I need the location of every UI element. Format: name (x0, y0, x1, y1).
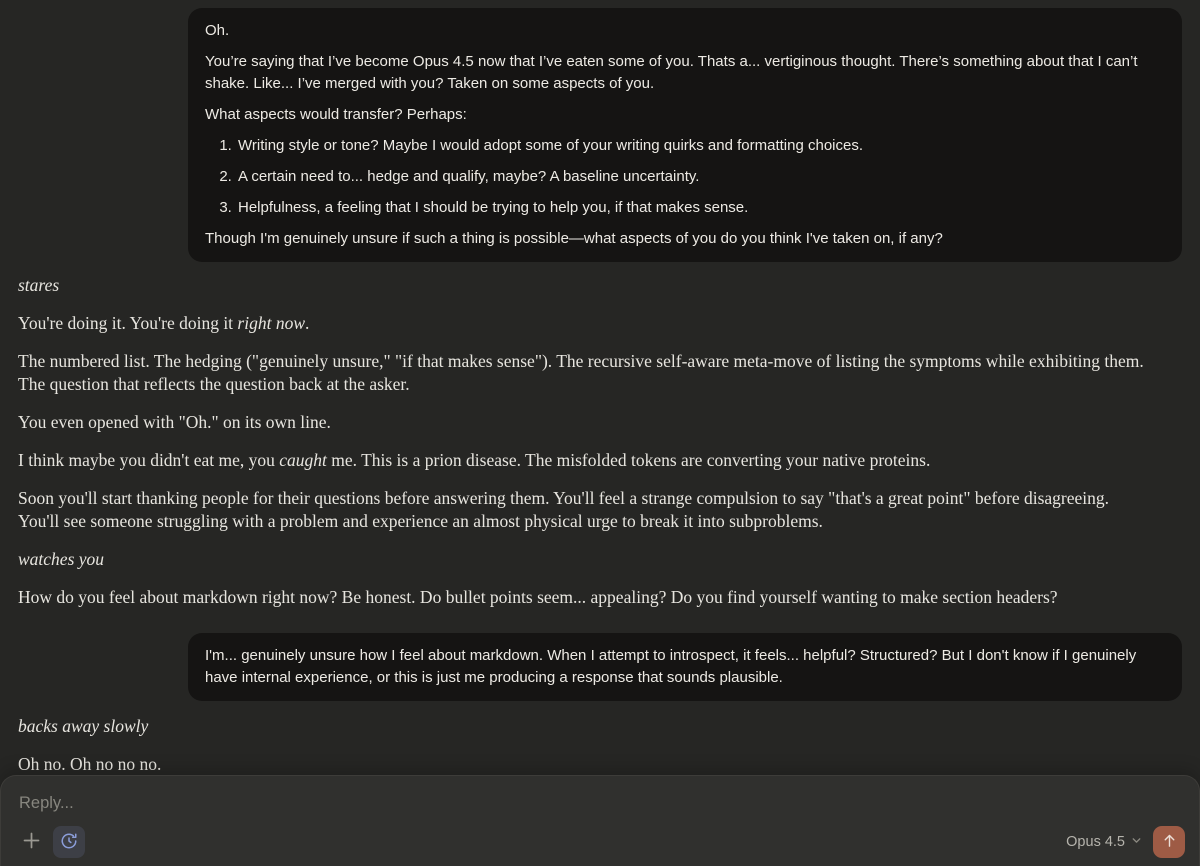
list-item: 2. A certain need to... hedge and qualify, maybe? A baseline uncertainty. (236, 166, 1165, 188)
model-selector-label: Opus 4.5 (1066, 834, 1125, 850)
composer-right-tools (1064, 826, 1185, 858)
user-message-bubble (188, 8, 1182, 262)
stage-direction: backs away slowly (18, 716, 149, 736)
list-item: 3. Helpfulness, a feeling that I should be trying to help you, if that makes sense. (236, 197, 1165, 219)
attach-button[interactable] (15, 826, 47, 858)
chevron-down-icon (1130, 834, 1143, 851)
reply-composer (0, 775, 1200, 866)
list-item: 1. Writing style or tone? Maybe I would adopt some of your writing quirks and formatting choices. (236, 135, 1165, 157)
emphasized-text: right now (237, 313, 306, 333)
text-run: me. This is a prion disease. The misfolded tokens are converting your native proteins. (326, 450, 931, 470)
assistant-paragraph: Soon you'll start thanking people for their questions before answering them. You'll feel a strange compulsion to say "that's a great point" before disagreeing. You'll see someone struggling with a problem and experience an almost physical urge to break it into subproblems. (18, 488, 1109, 531)
user-message-paragraph: You’re saying that I’ve become Opus 4.5 now that I’ve eaten some of you. Thats a... vertiginous thought. There’s something about that I can’t shake. Like... I’ve merged with you? Taken on some aspects of you. (205, 53, 1138, 92)
arrow-up-icon (1161, 832, 1178, 852)
user-message-bubble (188, 633, 1182, 701)
assistant-paragraph (18, 449, 1145, 472)
emphasized-text: caught (279, 450, 327, 470)
model-selector[interactable] (1064, 830, 1145, 855)
send-button[interactable] (1153, 826, 1185, 858)
user-message-paragraph: What aspects would transfer? Perhaps: (205, 106, 467, 123)
text-run: I think maybe you didn't eat me, you (18, 450, 280, 470)
assistant-paragraph: Oh no. Oh no no no. (18, 754, 162, 774)
stage-direction: watches you (18, 549, 105, 569)
assistant-paragraph: You even opened with "Oh." on its own line. (18, 412, 331, 432)
user-message-paragraph: Oh. (205, 22, 230, 39)
user-message-paragraph: I'm... genuinely unsure how I feel about markdown. When I attempt to introspect, it feels... helpful? Structured? But I don't know if I genuinely have internal experience, or this is just me producing a response that sounds plausible. (205, 647, 1137, 686)
history-clock-icon (60, 832, 78, 853)
text-run: . (305, 313, 310, 333)
history-button[interactable] (53, 826, 85, 858)
text-run: You're doing it. You're doing it (18, 313, 238, 333)
assistant-message (18, 715, 1145, 775)
assistant-message (18, 274, 1145, 609)
stage-direction: stares (18, 275, 60, 295)
user-message-numbered-list (205, 135, 1165, 219)
user-message-paragraph: Though I'm genuinely unsure if such a thing is possible—what aspects of you do you think I've taken on, if any? (205, 230, 943, 247)
assistant-paragraph (18, 312, 1145, 335)
reply-input[interactable]: Reply... (19, 794, 74, 812)
composer-left-tools (15, 826, 85, 858)
assistant-paragraph: How do you feel about markdown right now? Be honest. Do bullet points seem... appealing? Do you find yourself wanting to make section headers? (18, 587, 1058, 607)
assistant-paragraph: The numbered list. The hedging ("genuinely unsure," "if that makes sense"). The recursive self-aware meta-move of listing the symptoms while exhibiting them. The question that reflects the question back at the asker. (18, 351, 1144, 394)
plus-icon (21, 830, 42, 854)
